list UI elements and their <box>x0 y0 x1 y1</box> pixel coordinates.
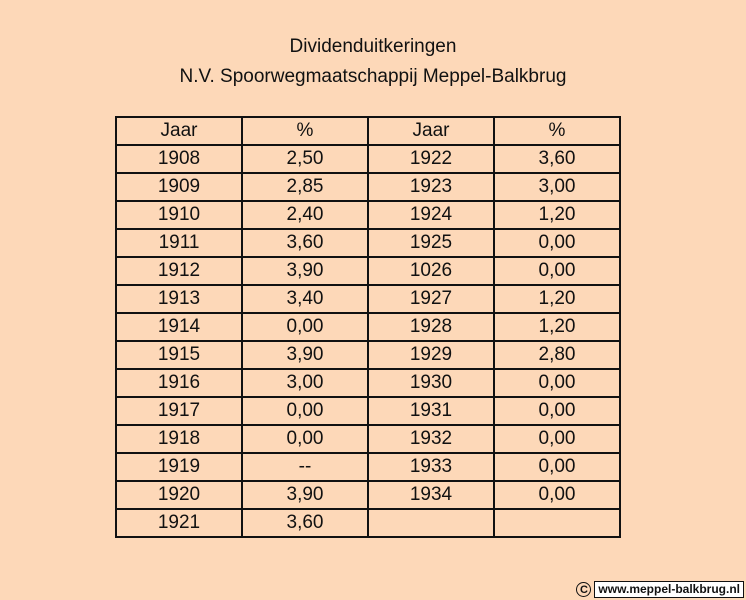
cell-year-1: 1915 <box>116 341 242 369</box>
cell-percent-1: 3,00 <box>242 369 368 397</box>
header-year-1: Jaar <box>116 117 242 145</box>
cell-year-2: 1925 <box>368 229 494 257</box>
cell-percent-1: 2,50 <box>242 145 368 173</box>
cell-percent-2: 1,20 <box>494 313 620 341</box>
cell-percent-2: 2,80 <box>494 341 620 369</box>
cell-year-1: 1912 <box>116 257 242 285</box>
cell-percent-1: 3,40 <box>242 285 368 313</box>
cell-percent-1: 0,00 <box>242 313 368 341</box>
cell-year-1: 1919 <box>116 453 242 481</box>
cell-year-1: 1916 <box>116 369 242 397</box>
cell-year-2: 1929 <box>368 341 494 369</box>
header-row <box>116 117 620 145</box>
cell-percent-2: 0,00 <box>494 425 620 453</box>
table-row <box>116 481 620 509</box>
cell-year-2: 1026 <box>368 257 494 285</box>
table-row <box>116 453 620 481</box>
cell-year-1: 1909 <box>116 173 242 201</box>
table-row <box>116 397 620 425</box>
cell-year-2: 1922 <box>368 145 494 173</box>
header-percent-2: % <box>494 117 620 145</box>
cell-percent-1: 0,00 <box>242 425 368 453</box>
table-row <box>116 285 620 313</box>
cell-year-2: 1928 <box>368 313 494 341</box>
title-line-1: Dividenduitkeringen <box>289 36 457 57</box>
cell-percent-1: 3,90 <box>242 341 368 369</box>
cell-year-2: 1927 <box>368 285 494 313</box>
table-body <box>116 145 620 537</box>
cell-percent-2: 0,00 <box>494 453 620 481</box>
copyright-icon: C <box>576 582 591 597</box>
cell-year-1: 1920 <box>116 481 242 509</box>
cell-percent-1: 2,85 <box>242 173 368 201</box>
cell-year-1: 1921 <box>116 509 242 537</box>
cell-year-1: 1917 <box>116 397 242 425</box>
cell-year-2: 1934 <box>368 481 494 509</box>
table-row <box>116 313 620 341</box>
title-block <box>0 32 746 92</box>
table-row <box>116 145 620 173</box>
dividend-table <box>115 116 621 538</box>
cell-year-1: 1911 <box>116 229 242 257</box>
cell-percent-2: 1,20 <box>494 201 620 229</box>
copyright-credit <box>576 581 744 598</box>
table-row <box>116 509 620 537</box>
table-row <box>116 425 620 453</box>
cell-year-2: 1924 <box>368 201 494 229</box>
cell-percent-1: -- <box>242 453 368 481</box>
cell-year-1: 1913 <box>116 285 242 313</box>
title-line-2: N.V. Spoorwegmaatschappij Meppel-Balkbrug <box>179 66 567 87</box>
cell-year-1: 1908 <box>116 145 242 173</box>
cell-year-1: 1914 <box>116 313 242 341</box>
cell-percent-2: 1,20 <box>494 285 620 313</box>
cell-percent-1: 3,90 <box>242 257 368 285</box>
cell-year-1: 1918 <box>116 425 242 453</box>
cell-percent-1: 3,60 <box>242 509 368 537</box>
website-url: www.meppel-balkbrug.nl <box>594 581 744 598</box>
cell-percent-2: 3,00 <box>494 173 620 201</box>
table-row <box>116 369 620 397</box>
table-row <box>116 257 620 285</box>
cell-year-1: 1910 <box>116 201 242 229</box>
cell-year-2: 1932 <box>368 425 494 453</box>
cell-year-2: 1933 <box>368 453 494 481</box>
cell-year-2: 1923 <box>368 173 494 201</box>
cell-year-2 <box>368 509 494 537</box>
table-row <box>116 201 620 229</box>
cell-year-2: 1930 <box>368 369 494 397</box>
cell-percent-2: 0,00 <box>494 397 620 425</box>
cell-percent-2: 0,00 <box>494 481 620 509</box>
header-percent-1: % <box>242 117 368 145</box>
cell-percent-2 <box>494 509 620 537</box>
cell-percent-1: 0,00 <box>242 397 368 425</box>
cell-percent-2: 3,60 <box>494 145 620 173</box>
cell-percent-2: 0,00 <box>494 229 620 257</box>
table-row <box>116 173 620 201</box>
cell-percent-1: 3,60 <box>242 229 368 257</box>
cell-percent-1: 2,40 <box>242 201 368 229</box>
table-row <box>116 341 620 369</box>
cell-percent-1: 3,90 <box>242 481 368 509</box>
header-year-2: Jaar <box>368 117 494 145</box>
table-row <box>116 229 620 257</box>
cell-year-2: 1931 <box>368 397 494 425</box>
cell-percent-2: 0,00 <box>494 369 620 397</box>
cell-percent-2: 0,00 <box>494 257 620 285</box>
